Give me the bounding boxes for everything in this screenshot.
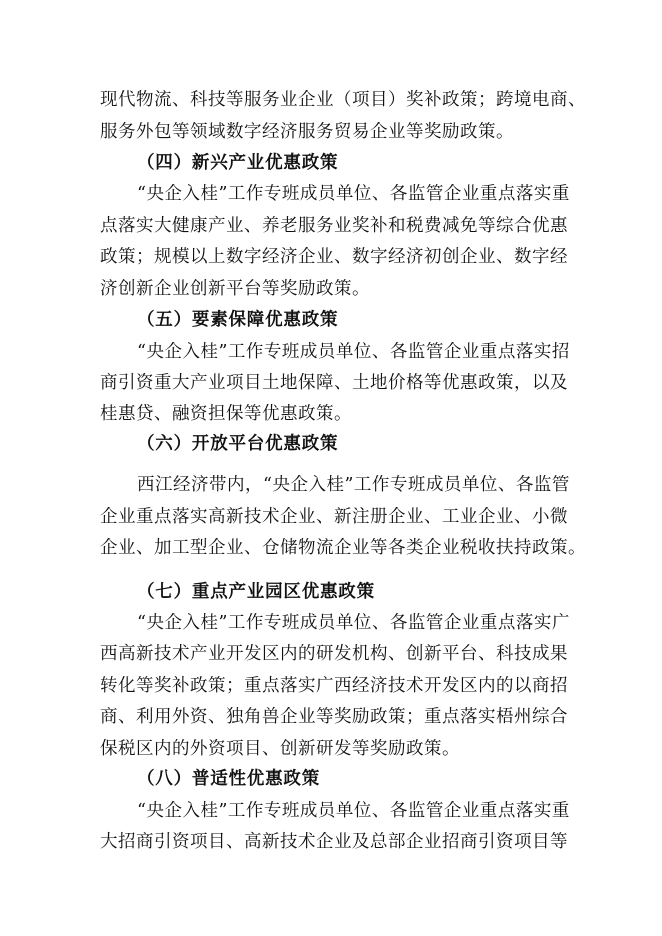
section-heading-8: （八）普适性优惠政策 [137, 769, 320, 789]
body-line: “央企入桂”工作专班成员单位、各监管企业重点落实重 [137, 801, 570, 821]
section-heading-6: （六）开放平台优惠政策 [137, 434, 339, 454]
body-line: 西江经济带内，“央企入桂”工作专班成员单位、各监管 [137, 475, 570, 495]
body-line: 商、利用外资、独角兽企业等奖励政策；重点落实梧州综合 [100, 707, 568, 727]
body-line: 保税区内的外资项目、创新研发等奖励政策。 [100, 739, 460, 759]
body-line: 济创新企业创新平台等奖励政策。 [100, 279, 370, 299]
body-line: 商引资重大产业项目土地保障、土地价格等优惠政策，以及 [100, 373, 568, 393]
body-line: 大招商引资项目、高新技术企业及总部企业招商引资项目等 [100, 832, 568, 852]
section-heading-5: （五）要素保障优惠政策 [137, 310, 339, 330]
body-line: 政策；规模以上数字经济企业、数字经济初创企业、数字经 [100, 247, 568, 267]
body-line: 桂惠贷、融资担保等优惠政策。 [100, 404, 352, 424]
body-line: 企业、加工型企业、仓储物流企业等各类企业税收扶持政策。 [100, 538, 586, 558]
body-line: “央企入桂”工作专班成员单位、各监管企业重点落实广 [137, 613, 570, 633]
body-line: 服务外包等领域数字经济服务贸易企业等奖励政策。 [100, 122, 514, 142]
section-heading-7: （七）重点产业园区优惠政策 [137, 582, 375, 602]
body-line: 点落实大健康产业、养老服务业奖补和税费减免等综合优惠 [100, 216, 568, 236]
body-line: 转化等奖补政策；重点落实广西经济技术开发区内的以商招 [100, 676, 568, 696]
body-line: 西高新技术产业开发区内的研发机构、创新平台、科技成果 [100, 644, 568, 664]
body-line: “央企入桂”工作专班成员单位、各监管企业重点落实招 [137, 342, 570, 362]
section-heading-4: （四）新兴产业优惠政策 [137, 153, 339, 173]
body-line: 现代物流、科技等服务业企业（项目）奖补政策；跨境电商、 [100, 90, 586, 110]
body-line: “央企入桂”工作专班成员单位、各监管企业重点落实重 [137, 184, 570, 204]
body-line: 企业重点落实高新技术企业、新注册企业、工业企业、小微 [100, 507, 568, 527]
